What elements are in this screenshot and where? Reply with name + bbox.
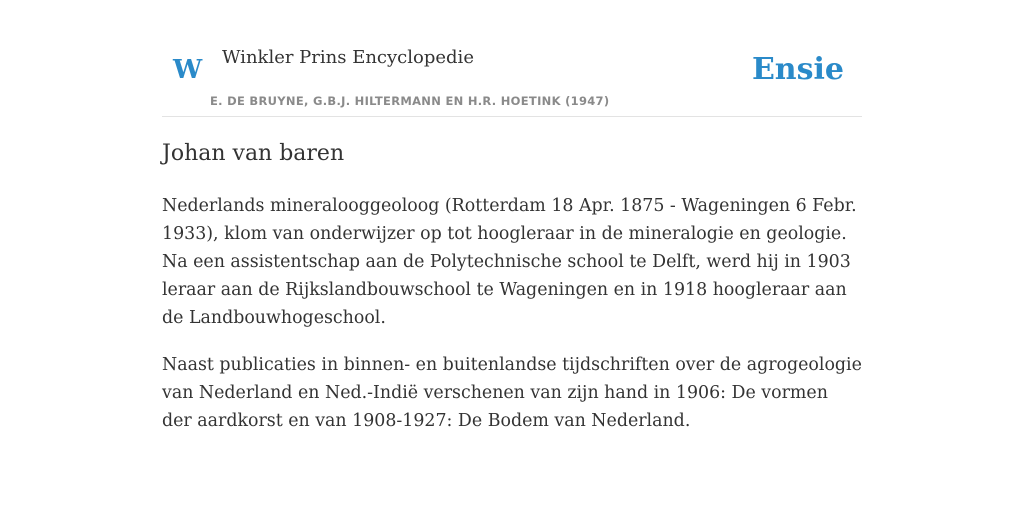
winkler-prins-logo[interactable]: W: [173, 55, 203, 85]
article-paragraph: Naast publicaties in binnen- en buitenlandse tijdschriften over de agrogeologie van Nederland en Ned.-Indië verschenen van zijn hand in 1906: De vormen der aardkorst en van 1908-1927: De Bodem van Nederland.: [162, 355, 862, 431]
encyclopedia-title[interactable]: Winkler Prins Encyclopedie: [222, 47, 474, 68]
ensie-brand-logo[interactable]: Ensie: [751, 52, 844, 87]
authors-line: E. DE BRUYNE, G.B.J. HILTERMANN EN H.R. HOETINK (1947): [210, 94, 610, 108]
header: [162, 0, 862, 117]
article-title: Johan van baren: [162, 141, 345, 166]
article-body: [162, 192, 862, 454]
page: [162, 0, 862, 431]
article-paragraph: Nederlands mineralooggeoloog (Rotterdam 18 Apr. 1875 - Wageningen 6 Febr. 1933), klom van onderwijzer op tot hoogleraar in de mineralogie en geologie. Na een assistentschap aan de Polytechnische school te Delft, werd hij in 1903 leraar aan de Rijkslandbouwschool te Wageningen en in 1918 hoogleraar aan de Landbouwhogeschool.: [162, 196, 857, 328]
